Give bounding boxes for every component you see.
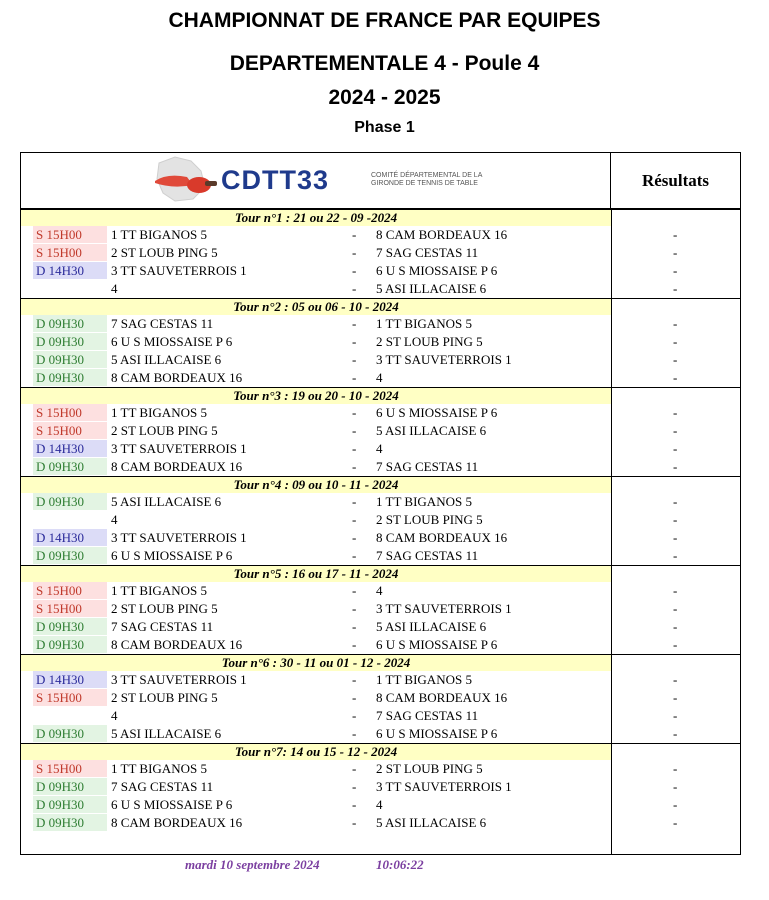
- away-team: 1 TT BIGANOS 5: [376, 672, 472, 687]
- home-team: 8 CAM BORDEAUX 16: [111, 459, 243, 474]
- match-separator: -: [352, 352, 357, 367]
- away-team: 4: [376, 441, 383, 456]
- tour-header: Tour n°4 : 09 ou 10 - 11 - 2024: [21, 476, 611, 493]
- home-team: 4: [111, 708, 118, 723]
- match-row: [21, 511, 740, 529]
- match-separator: -: [352, 601, 357, 616]
- match-separator: -: [352, 779, 357, 794]
- match-separator: -: [352, 370, 357, 385]
- match-time: S 15H00: [33, 404, 107, 421]
- match-time: D 09H30: [33, 618, 107, 635]
- match-separator: -: [352, 423, 357, 438]
- match-separator: -: [352, 459, 357, 474]
- match-time: S 15H00: [33, 244, 107, 261]
- match-result[interactable]: -: [673, 281, 678, 296]
- home-team: 2 ST LOUB PING 5: [111, 601, 218, 616]
- away-team: 5 ASI ILLACAISE 6: [376, 815, 487, 830]
- home-team: 3 TT SAUVETERROIS 1: [111, 441, 247, 456]
- away-team: 5 ASI ILLACAISE 6: [376, 281, 487, 296]
- match-time: D 09H30: [33, 369, 107, 386]
- home-team: 3 TT SAUVETERROIS 1: [111, 530, 247, 545]
- away-team: 2 ST LOUB PING 5: [376, 334, 483, 349]
- footer-time: 10:06:22: [376, 857, 424, 872]
- away-team: 6 U S MIOSSAISE P 6: [376, 637, 498, 652]
- match-result[interactable]: -: [673, 245, 678, 260]
- home-team: 8 CAM BORDEAUX 16: [111, 370, 243, 385]
- tour-header: Tour n°5 : 16 ou 17 - 11 - 2024: [21, 565, 611, 582]
- match-row: [21, 600, 740, 618]
- match-result[interactable]: -: [673, 494, 678, 509]
- tour-header: Tour n°1 : 21 ou 22 - 09 -2024: [21, 209, 611, 226]
- tour-divider: [611, 654, 740, 655]
- home-team: 5 ASI ILLACAISE 6: [111, 726, 222, 741]
- home-team: 6 U S MIOSSAISE P 6: [111, 797, 233, 812]
- logo-sub-line-1: COMITÉ DÉPARTEMENTAL DE LA: [371, 172, 483, 179]
- home-team: 4: [111, 512, 118, 527]
- match-separator: -: [352, 281, 357, 296]
- match-time: D 09H30: [33, 778, 107, 795]
- match-time: D 14H30: [33, 671, 107, 688]
- match-result[interactable]: -: [673, 352, 678, 367]
- results-header: Résultats: [611, 153, 740, 209]
- match-row: [21, 814, 740, 832]
- match-row: [21, 458, 740, 476]
- tour-divider: [611, 565, 740, 566]
- away-team: 5 ASI ILLACAISE 6: [376, 619, 487, 634]
- match-result[interactable]: -: [673, 619, 678, 634]
- home-team: 4: [111, 281, 118, 296]
- match-time: S 15H00: [33, 422, 107, 439]
- home-team: 7 SAG CESTAS 11: [111, 779, 214, 794]
- home-team: 6 U S MIOSSAISE P 6: [111, 548, 233, 563]
- match-row: [21, 369, 740, 387]
- match-separator: -: [352, 494, 357, 509]
- away-team: 7 SAG CESTAS 11: [376, 245, 479, 260]
- tour-divider: [611, 209, 740, 210]
- cdtt33-logo: [153, 153, 553, 207]
- match-separator: -: [352, 263, 357, 278]
- schedule-table: [20, 152, 741, 855]
- season-title: 2024 - 2025: [328, 86, 441, 109]
- match-row: [21, 493, 740, 511]
- match-result[interactable]: -: [673, 690, 678, 705]
- match-time: D 14H30: [33, 262, 107, 279]
- match-result[interactable]: -: [673, 761, 678, 776]
- home-team: 1 TT BIGANOS 5: [111, 405, 207, 420]
- match-result[interactable]: -: [673, 512, 678, 527]
- home-team: 5 ASI ILLACAISE 6: [111, 352, 222, 367]
- logo-subtitle: [371, 172, 482, 188]
- match-time: D 09H30: [33, 315, 107, 332]
- home-team: 1 TT BIGANOS 5: [111, 227, 207, 242]
- match-time: D 14H30: [33, 529, 107, 546]
- match-row: [21, 707, 740, 725]
- match-separator: -: [352, 583, 357, 598]
- match-row: [21, 440, 740, 458]
- match-separator: -: [352, 672, 357, 687]
- match-row: [21, 351, 740, 369]
- phase-title: Phase 1: [354, 119, 415, 136]
- match-result[interactable]: -: [673, 637, 678, 652]
- tour-divider: [611, 476, 740, 477]
- match-separator: -: [352, 441, 357, 456]
- match-row: [21, 244, 740, 262]
- away-team: 6 U S MIOSSAISE P 6: [376, 263, 498, 278]
- tour-header: Tour n°3 : 19 ou 20 - 10 - 2024: [21, 387, 611, 404]
- away-team: 7 SAG CESTAS 11: [376, 708, 479, 723]
- match-row: [21, 618, 740, 636]
- gironde-map-icon: [153, 153, 223, 207]
- home-team: 8 CAM BORDEAUX 16: [111, 637, 243, 652]
- away-team: 3 TT SAUVETERROIS 1: [376, 779, 512, 794]
- match-separator: -: [352, 619, 357, 634]
- match-row: [21, 636, 740, 654]
- away-team: 7 SAG CESTAS 11: [376, 548, 479, 563]
- away-team: 4: [376, 583, 383, 598]
- match-result[interactable]: -: [673, 405, 678, 420]
- match-result[interactable]: -: [673, 530, 678, 545]
- match-result[interactable]: -: [673, 263, 678, 278]
- home-team: 7 SAG CESTAS 11: [111, 619, 214, 634]
- match-result[interactable]: -: [673, 423, 678, 438]
- match-time: S 15H00: [33, 689, 107, 706]
- match-time: S 15H00: [33, 226, 107, 243]
- match-result[interactable]: -: [673, 316, 678, 331]
- match-result[interactable]: -: [673, 370, 678, 385]
- match-result[interactable]: -: [673, 672, 678, 687]
- match-time: S 15H00: [33, 760, 107, 777]
- division-title: DEPARTEMENTALE 4 - Poule 4: [229, 52, 540, 75]
- home-team: 8 CAM BORDEAUX 16: [111, 815, 243, 830]
- home-team: 6 U S MIOSSAISE P 6: [111, 334, 233, 349]
- match-time: [33, 511, 107, 528]
- away-team: 2 ST LOUB PING 5: [376, 512, 483, 527]
- match-result[interactable]: -: [673, 227, 678, 242]
- match-row: [21, 315, 740, 333]
- tour-divider: [611, 298, 740, 299]
- away-team: 7 SAG CESTAS 11: [376, 459, 479, 474]
- match-time: S 15H00: [33, 582, 107, 599]
- match-row: [21, 262, 740, 280]
- match-row: [21, 333, 740, 351]
- away-team: 1 TT BIGANOS 5: [376, 316, 472, 331]
- footer-date: mardi 10 septembre 2024: [185, 857, 320, 872]
- away-team: 6 U S MIOSSAISE P 6: [376, 405, 498, 420]
- match-row: [21, 404, 740, 422]
- away-team: 6 U S MIOSSAISE P 6: [376, 726, 498, 741]
- home-team: 5 ASI ILLACAISE 6: [111, 494, 222, 509]
- home-team: 3 TT SAUVETERROIS 1: [111, 672, 247, 687]
- away-team: 3 TT SAUVETERROIS 1: [376, 601, 512, 616]
- match-separator: -: [352, 690, 357, 705]
- home-team: 3 TT SAUVETERROIS 1: [111, 263, 247, 278]
- match-time: [33, 707, 107, 724]
- match-time: D 09H30: [33, 796, 107, 813]
- match-time: D 09H30: [33, 814, 107, 831]
- match-row: [21, 689, 740, 707]
- away-team: 4: [376, 370, 383, 385]
- home-team: 1 TT BIGANOS 5: [111, 583, 207, 598]
- match-result[interactable]: -: [673, 726, 678, 741]
- match-separator: -: [352, 512, 357, 527]
- match-row: [21, 582, 740, 600]
- match-result[interactable]: -: [673, 548, 678, 563]
- match-separator: -: [352, 334, 357, 349]
- logo-name: CDTT33: [221, 165, 330, 195]
- match-separator: -: [352, 815, 357, 830]
- tour-divider: [611, 387, 740, 388]
- away-team: 8 CAM BORDEAUX 16: [376, 227, 508, 242]
- tour-header: Tour n°6 : 30 - 11 ou 01 - 12 - 2024: [21, 654, 611, 671]
- match-row: [21, 226, 740, 244]
- match-result[interactable]: -: [673, 779, 678, 794]
- match-separator: -: [352, 405, 357, 420]
- match-separator: -: [352, 530, 357, 545]
- logo-sub-line-2: GIRONDE DE TENNIS DE TABLE: [371, 180, 478, 187]
- match-row: [21, 778, 740, 796]
- match-separator: -: [352, 797, 357, 812]
- away-team: 8 CAM BORDEAUX 16: [376, 530, 508, 545]
- match-row: [21, 671, 740, 689]
- match-row: [21, 529, 740, 547]
- away-team: 3 TT SAUVETERROIS 1: [376, 352, 512, 367]
- match-result[interactable]: -: [673, 334, 678, 349]
- match-separator: -: [352, 637, 357, 652]
- match-result[interactable]: -: [673, 441, 678, 456]
- match-time: D 09H30: [33, 636, 107, 653]
- home-team: 2 ST LOUB PING 5: [111, 690, 218, 705]
- match-row: [21, 796, 740, 814]
- match-time: D 09H30: [33, 725, 107, 742]
- match-row: [21, 280, 740, 298]
- match-time: D 09H30: [33, 333, 107, 350]
- main-title: CHAMPIONNAT DE FRANCE PAR EQUIPES: [168, 9, 601, 32]
- home-team: 2 ST LOUB PING 5: [111, 245, 218, 260]
- tour-header: Tour n°7: 14 ou 15 - 12 - 2024: [21, 743, 611, 760]
- away-team: 8 CAM BORDEAUX 16: [376, 690, 508, 705]
- away-team: 1 TT BIGANOS 5: [376, 494, 472, 509]
- home-team: 1 TT BIGANOS 5: [111, 761, 207, 776]
- away-team: 2 ST LOUB PING 5: [376, 761, 483, 776]
- match-row: [21, 547, 740, 565]
- table-header: [21, 153, 611, 209]
- match-separator: -: [352, 245, 357, 260]
- match-separator: -: [352, 316, 357, 331]
- match-result[interactable]: -: [673, 601, 678, 616]
- match-result[interactable]: -: [673, 459, 678, 474]
- match-row: [21, 725, 740, 743]
- tour-divider: [611, 743, 740, 744]
- away-team: 5 ASI ILLACAISE 6: [376, 423, 487, 438]
- match-time: S 15H00: [33, 600, 107, 617]
- match-result[interactable]: -: [673, 583, 678, 598]
- match-time: D 09H30: [33, 458, 107, 475]
- match-separator: -: [352, 548, 357, 563]
- match-separator: -: [352, 761, 357, 776]
- home-team: 7 SAG CESTAS 11: [111, 316, 214, 331]
- match-result[interactable]: -: [673, 708, 678, 723]
- match-separator: -: [352, 708, 357, 723]
- match-result[interactable]: -: [673, 797, 678, 812]
- match-separator: -: [352, 726, 357, 741]
- match-time: D 14H30: [33, 440, 107, 457]
- away-team: 4: [376, 797, 383, 812]
- match-time: [33, 280, 107, 297]
- match-time: D 09H30: [33, 547, 107, 564]
- home-team: 2 ST LOUB PING 5: [111, 423, 218, 438]
- match-row: [21, 422, 740, 440]
- match-time: D 09H30: [33, 493, 107, 510]
- match-row: [21, 760, 740, 778]
- match-result[interactable]: -: [673, 815, 678, 830]
- tour-header: Tour n°2 : 05 ou 06 - 10 - 2024: [21, 298, 611, 315]
- match-time: D 09H30: [33, 351, 107, 368]
- match-separator: -: [352, 227, 357, 242]
